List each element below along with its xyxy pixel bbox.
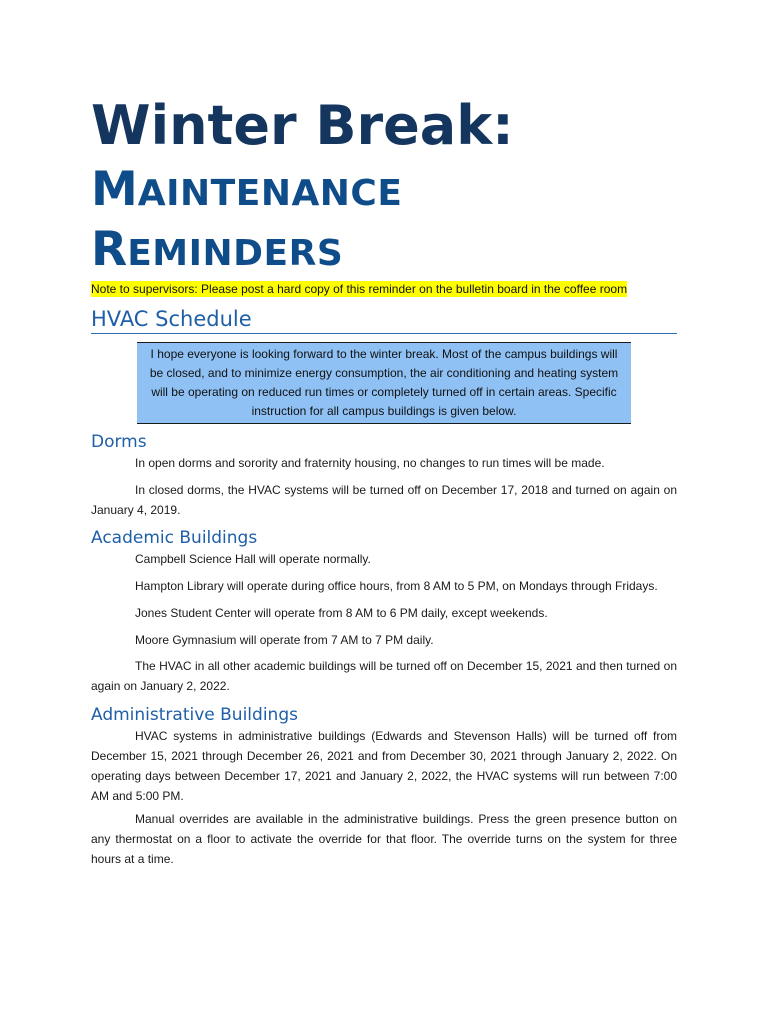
document-title-line-3 [91,222,343,288]
academic-buildings-heading: Academic Buildings [91,528,258,548]
academic-paragraph-2: Hampton Library will operate during office hours, from 8 AM to 5 PM, on Mondays through Fridays. [135,579,658,593]
academic-paragraph-5: The HVAC in all other academic buildings will be turned off on December 15, 2021 and then turned on again on January 2, 2022. [91,659,677,693]
title-initial-r: R [91,222,128,277]
dorms-heading: Dorms [91,432,147,452]
title-small-caps-maintenance: AINTENANCE [137,173,403,214]
dorms-paragraph-2: In closed dorms, the HVAC systems will be turned off on December 17, 2018 and turned on again on January 4, 2019. [91,483,677,517]
administrative-paragraph-1: HVAC systems in administrative buildings (Edwards and Stevenson Halls) will be turned off from December 15, 2021 through December 26, 2021 and from December 30, 2021 through January 2, 2022. On operating days between December 17, 2021 and January 2, 2022, the HVAC systems will run between 7:00 AM and 5:00 PM. [91,729,677,803]
hvac-schedule-heading: HVAC Schedule [91,305,677,334]
intro-callout: I hope everyone is looking forward to the winter break. Most of the campus buildings will be closed, and to minimize energy consumption, the air conditioning and heating system will be operating on reduced run times or completely turned off in certain areas. Specific instruction for all campus buildings is given below. [137,342,631,424]
supervisor-note: Note to supervisors: Please post a hard copy of this reminder on the bulletin board in the coffee room [91,282,628,296]
document-title: Winter Break: [91,94,514,157]
academic-paragraph-3: Jones Student Center will operate from 8 AM to 6 PM daily, except weekends. [135,606,548,620]
document-title-line-2 [91,162,402,228]
administrative-paragraph-2: Manual overrides are available in the administrative buildings. Press the green presence button on any thermostat on a floor to activate the override for that floor. The override turns on the system for three hours at a time. [91,812,677,866]
academic-paragraph-1: Campbell Science Hall will operate normally. [135,552,371,566]
title-initial-m: M [91,162,138,217]
administrative-buildings-heading: Administrative Buildings [91,705,298,725]
title-small-caps-reminders: EMINDERS [127,233,344,274]
dorms-paragraph-1: In open dorms and sorority and fraternity housing, no changes to run times will be made. [135,456,605,470]
academic-paragraph-4: Moore Gymnasium will operate from 7 AM to 7 PM daily. [135,633,434,647]
